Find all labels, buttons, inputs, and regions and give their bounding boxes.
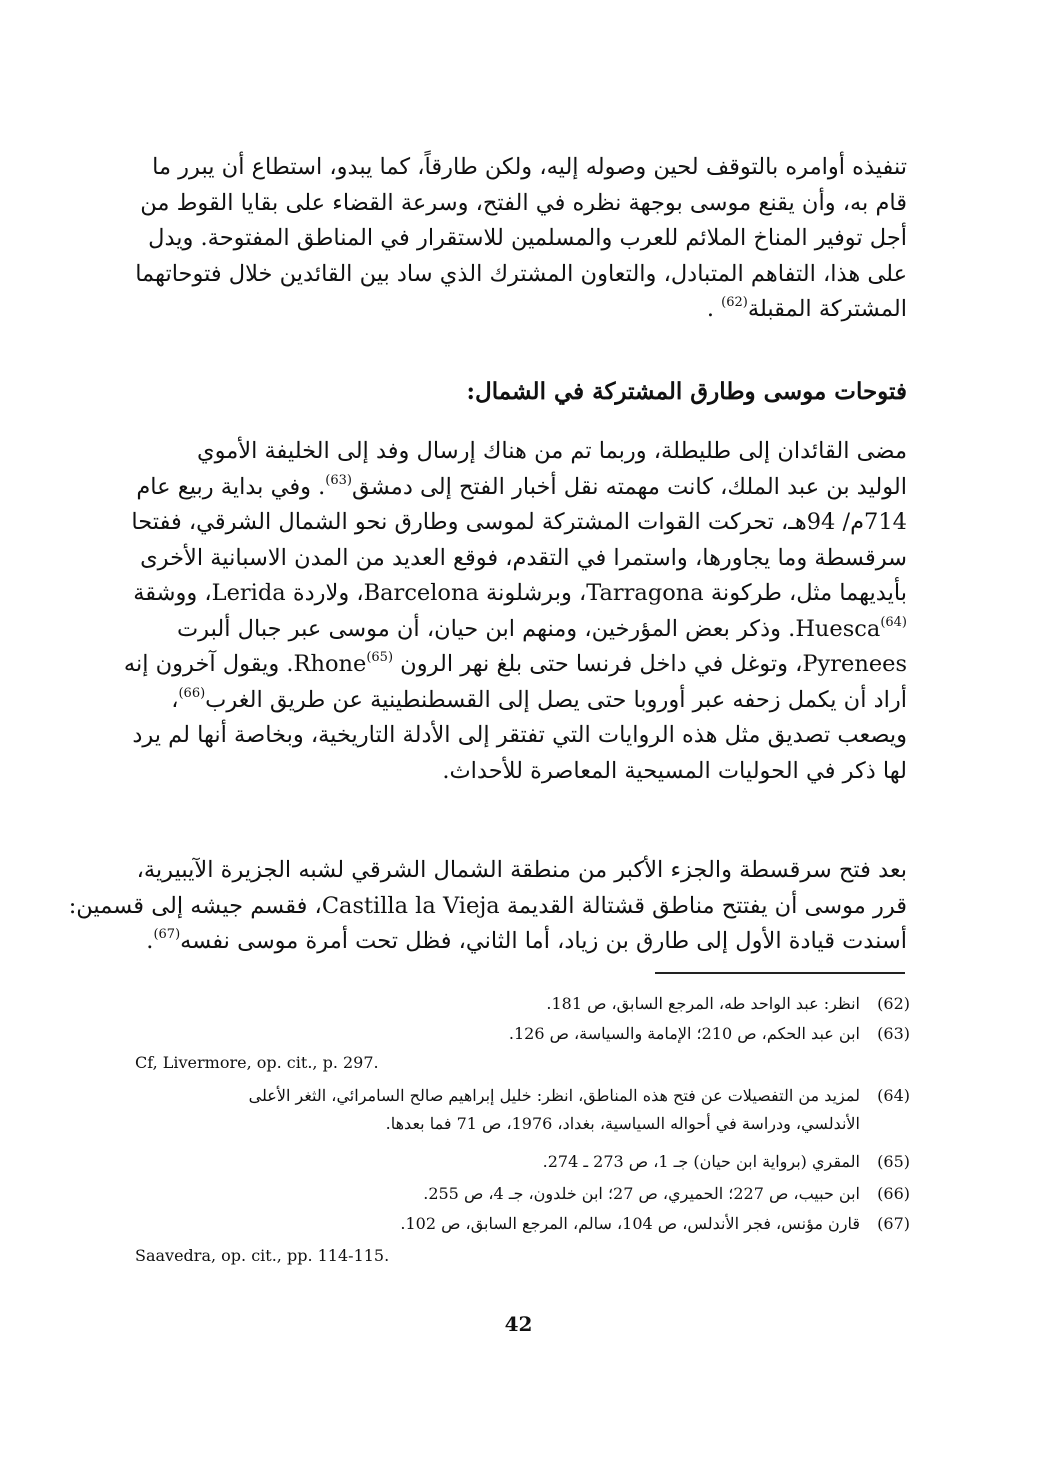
footnote-63-latin-citation: Cf, Livermore, op. cit., p. 297. (135, 1053, 379, 1072)
paragraph-1-line-3: أجل توفير المناخ الملائم للعرب والمسلمين للاستقرار في المناطق المفتوحة. ويدل (148, 225, 907, 251)
section-heading: فتوحات موسى وطارق المشتركة في الشمال: (466, 378, 907, 405)
paragraph-2-line-6: Huesca$^{(64)}$. وذكر بعض المؤرخين، ومنهم ابن حيان، أن موسى عبر جبال ألبرت (176, 614, 907, 642)
paragraph-1-line-1: تنفيذه أوامره بالتوقف لحين وصوله إليه، ولكن طارقاً، كما يبدو، استطاع أن يبرر ما (152, 154, 907, 180)
paragraph-3 (68, 853, 907, 960)
footnote-64 (120, 1082, 910, 1138)
paragraph-1-line-5: المشتركة المقبلة$^{(62)}$ . (706, 295, 907, 322)
paragraph-3-line-2: قرر موسى أن يفتتح مناطق قشتالة القديمة Castilla la Vieja، فقسم جيشه إلى قسمين: (68, 892, 907, 919)
footnote-number: (66) (877, 1184, 910, 1203)
footnote-62 (120, 990, 910, 1018)
footnote-number: (63) (877, 1024, 910, 1043)
paragraph-2-line-4: سرقسطة وما يجاورها، واستمرا في التقدم، فوقع العديد من المدن الاسبانية الأخرى (140, 544, 907, 571)
footnote-ref-62[interactable]: (62) (721, 295, 748, 310)
footnote-text: قارن مؤنس، فجر الأندلس، ص 104، سالم، المرجع السابق، ص 102. (400, 1214, 860, 1233)
footnote-text: لمزيد من التفصيلات عن فتح هذه المناطق، انظر: خليل إبراهيم صالح السامرائي، الثغر الأعلى الأندلسي، ودراسة في أحواله السياسية، بغداد، 1976، ص 71 فما بعدها. (248, 1086, 860, 1133)
paragraph-1-line-4: على هذا، التفاهم المتبادل، والتعاون المشترك الذي ساد بين القائدين خلال فتوحاتهما (135, 260, 907, 287)
paragraph-2-line-2: الوليد بن عبد الملك، كانت مهمته نقل أخبار الفتح إلى دمشق$^{(63)}$. وفي بداية ربيع عام (136, 472, 907, 500)
paragraph-2-line-3: 714م/ 94هـ، تحركت القوات المشتركة لموسى وطارق نحو الشمال الشرقي، ففتحا (131, 509, 907, 535)
footnote-text: انظر: عبد الواحد طه، المرجع السابق، ص 181. (546, 994, 860, 1013)
footnote-number: (65) (877, 1152, 910, 1171)
footnote-text: المقري (برواية ابن حيان) جـ 1، ص 273 ـ 274. (542, 1152, 860, 1171)
footnote-67-latin-citation: Saavedra, op. cit., pp. 114-115. (135, 1246, 390, 1265)
paragraph-2-line-1: مضى القائدان إلى طليطلة، وربما تم من هناك إرسال وفد إلى الخليفة الأموي (196, 438, 907, 464)
footnote-text: ابن عبد الحكم، ص 210؛ الإمامة والسياسة، ص 126. (508, 1024, 860, 1043)
footnote-ref-64[interactable]: (64) (880, 614, 907, 630)
footnote-66 (120, 1180, 910, 1208)
footnote-ref-67[interactable]: (67) (153, 927, 181, 942)
footnote-text: ابن حبيب، ص 227؛ الحميري، ص 27؛ ابن خلدون، جـ 4، ص 255. (423, 1184, 860, 1203)
paragraph-2-line-8: أراد أن يكمل زحفه عبر أوروبا حتى يصل إلى القسطنطينية عن طريق الغرب$^{(66)}$، (171, 685, 907, 713)
page-number: 42 (504, 1312, 533, 1336)
paragraph-1 (135, 150, 907, 328)
footnote-67 (120, 1210, 910, 1238)
paragraph-2-line-5: بأيديهما مثل، طركونة Tarragona، وبرشلونة Barcelona، ولاردة Lerida، ووشقة (133, 580, 907, 606)
footnote-63 (120, 1020, 910, 1048)
footnote-ref-66[interactable]: (66) (178, 685, 206, 701)
paragraph-1-line-2: قام به، وأن يقنع موسى بوجهة نظره في الفتح، وسرعة القضاء على بقايا القوط من (140, 189, 907, 216)
paragraph-2 (123, 434, 907, 789)
footnote-ref-65[interactable]: (65) (366, 650, 394, 665)
footnote-number: (64) (877, 1086, 910, 1105)
paragraph-2-line-10: لها ذكر في الحوليات المسيحية المعاصرة للأحداث. (442, 757, 907, 784)
paragraph-3-line-3: أسندت قيادة الأول إلى طارق بن زياد، أما الثاني، فظل تحت أمرة موسى نفسه$^{(67)}$. (146, 927, 907, 954)
paragraph-2-line-7: Pyrenees، وتوغل في داخل فرنسا حتى بلغ نهر الرون Rhone$^{(65)}$. ويقول آخرون إنه (123, 650, 907, 677)
footnote-65 (120, 1148, 910, 1176)
paragraph-3-line-1: بعد فتح سرقسطة والجزء الأكبر من منطقة الشمال الشرقي لشبه الجزيرة الآيبيرية، (136, 857, 907, 883)
footnote-number: (62) (877, 994, 910, 1013)
footnote-number: (67) (877, 1214, 910, 1233)
paragraph-2-line-9: ويصعب تصديق مثل هذه الروايات التي تفتقر إلى الأدلة التاريخية، وبخاصة أنها لم يرد (132, 722, 907, 748)
footnote-ref-63[interactable]: (63) (325, 472, 352, 488)
footnote-separator (655, 972, 905, 974)
